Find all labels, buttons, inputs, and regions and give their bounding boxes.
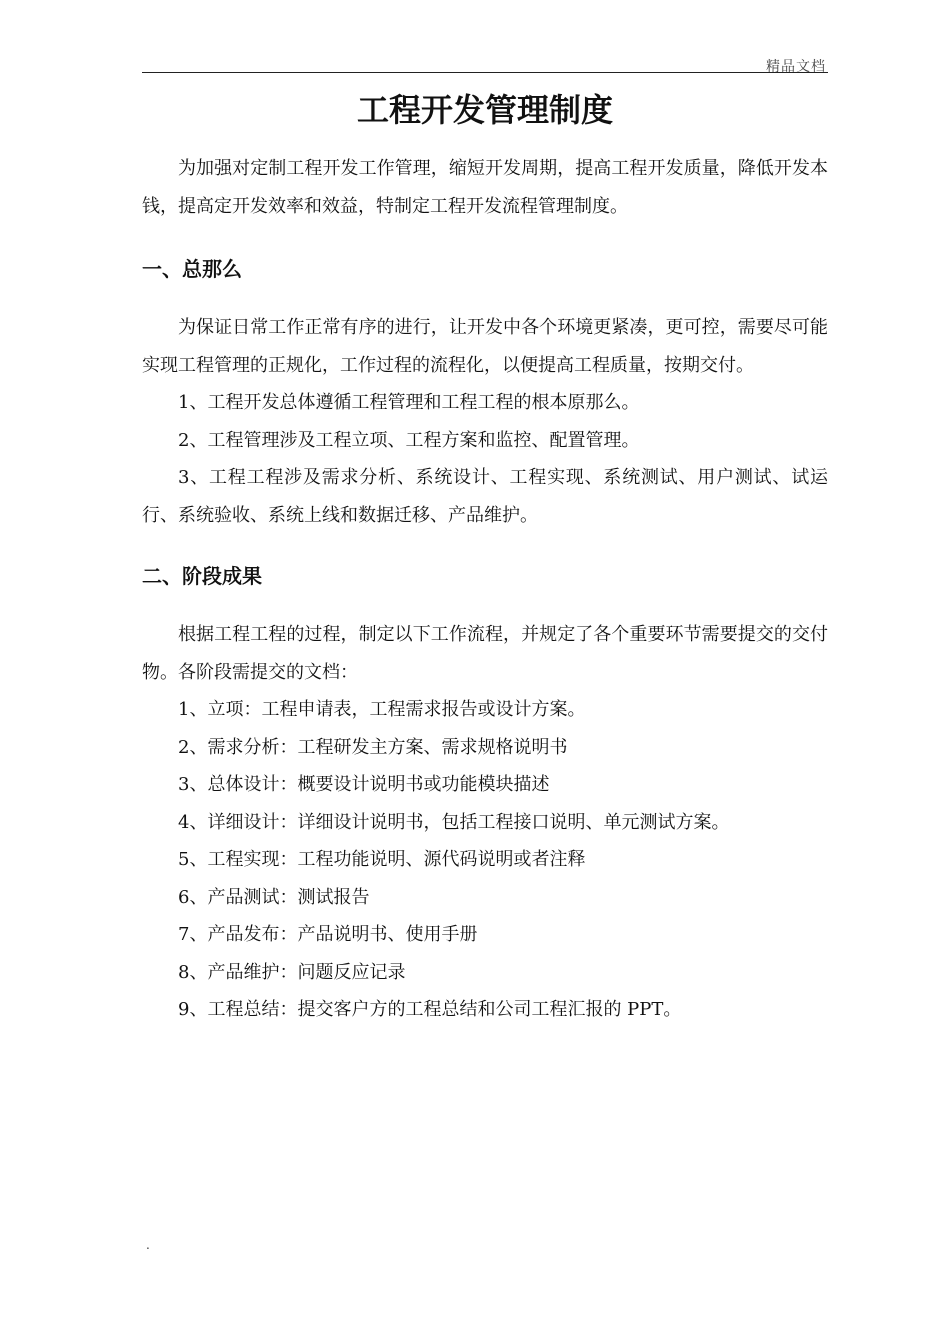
list-item: 1、工程开发总体遵循工程管理和工程工程的根本原那么。 <box>178 392 640 413</box>
page-header-label: 精品文档 <box>766 59 826 75</box>
section-heading-general: 一、总那么 <box>142 257 242 281</box>
list-item: 1、立项：工程申请表，工程需求报告或设计方案。 <box>178 699 586 720</box>
list-item: 9、工程总结：提交客户方的工程总结和公司工程汇报的 PPT。 <box>178 999 682 1020</box>
section-heading-phase-results: 二、阶段成果 <box>142 564 262 588</box>
list-item: 8、产品维护：问题反应记录 <box>178 961 406 983</box>
list-item: 2、需求分析：工程研发主方案、需求规格说明书 <box>178 736 568 758</box>
list-item: 4、详细设计：详细设计说明书，包括工程接口说明、单元测试方案。 <box>178 811 730 833</box>
intro-paragraph: 为加强对定制工程开发工作管理，缩短开发周期，提高工程开发质量，降低开发本钱，提高定开发效率和效益，特制定工程开发流程管理制度。 <box>142 158 828 217</box>
header-rule <box>142 72 828 73</box>
list-item: 3、总体设计：概要设计说明书或功能模块描述 <box>178 774 550 795</box>
list-item: 3、工程工程涉及需求分析、系统设计、工程实现、系统测试、用户测试、试运行、系统验收、系统上线和数据迁移、产品维护。 <box>142 467 828 526</box>
document-body <box>142 150 828 1029</box>
footer-mark: . <box>146 1238 150 1252</box>
section-phase-paragraph: 根据工程工程的过程，制定以下工作流程，并规定了各个重要环节需要提交的交付物。各阶段需提交的文档： <box>142 624 828 683</box>
document-title: 工程开发管理制度 <box>356 91 613 129</box>
list-item: 2、工程管理涉及工程立项、工程方案和监控、配置管理。 <box>178 429 640 451</box>
list-item: 6、产品测试：测试报告 <box>178 886 370 908</box>
section-general-paragraph: 为保证日常工作正常有序的进行，让开发中各个环境更紧凑，更可控，需要尽可能实现工程管理的正规化，工作过程的流程化，以便提高工程质量，按期交付。 <box>142 317 828 376</box>
list-item: 7、产品发布：产品说明书、使用手册 <box>178 924 478 945</box>
list-item: 5、工程实现：工程功能说明、源代码说明或者注释 <box>178 849 586 870</box>
